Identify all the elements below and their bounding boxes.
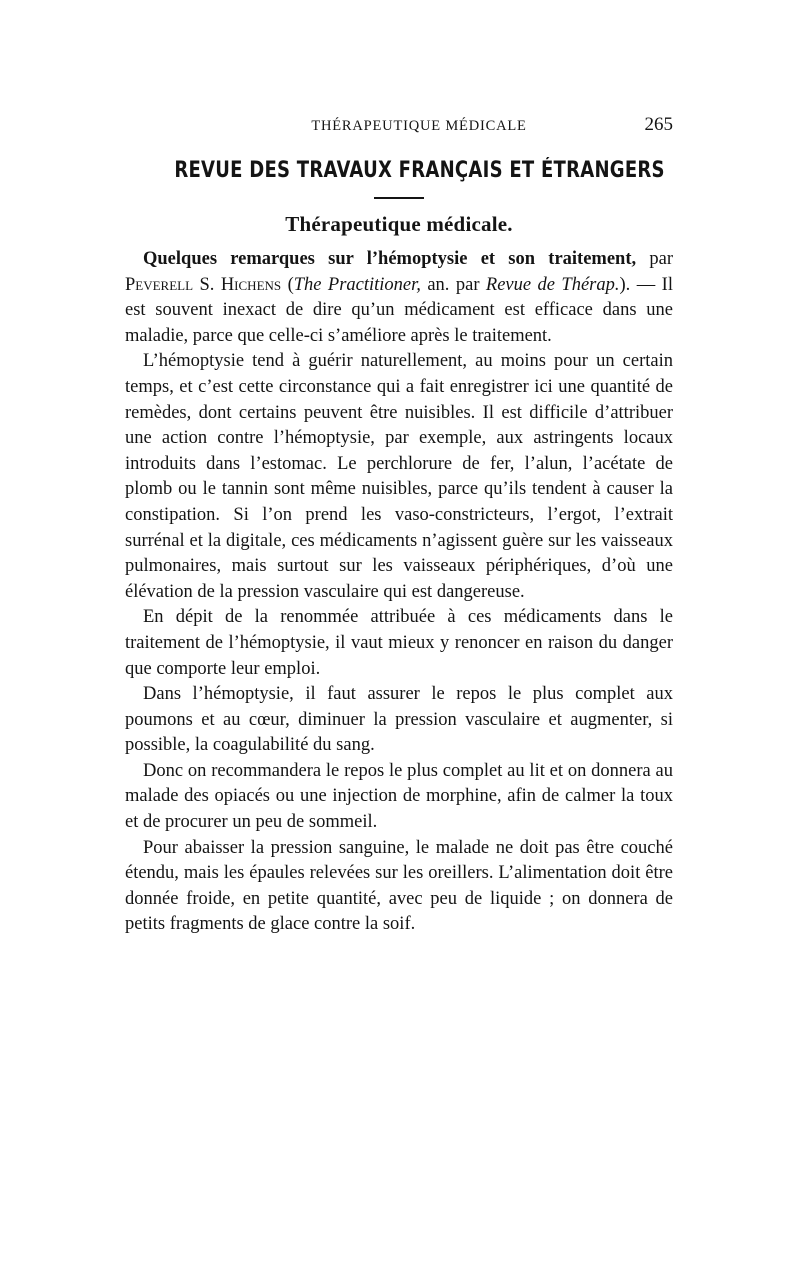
page-number: 265 — [644, 114, 673, 135]
source-review: Revue de Thérap. — [485, 274, 620, 295]
subsection-title: Thérapeutique médicale. — [285, 212, 513, 236]
paragraph: En dépit de la renommée attribuée à ces médicaments dans le traitement de l’hémoptysie, il vaut mieux y renoncer en raison du danger que comporte leur emploi. — [125, 607, 673, 679]
title-rule — [374, 197, 424, 199]
paragraph: Pour abaisser la pression sanguine, le malade ne doit pas être couché étendu, mais les épaules relevées sur les oreillers. L’alimentation doit être donnée froide, en petite quantité, avec peu de liquide ; on donnera de petits fragments de glace contre la soif. — [125, 837, 673, 935]
source-journal: The Practitioner, — [293, 274, 421, 295]
section-title: REVUE DES TRAVAUX FRANÇAIS ET ÉTRANGERS — [174, 158, 665, 183]
paragraph: Donc on recommandera le repos le plus complet au lit et on donnera au malade des opiacés ou une injection de morphine, afin de calmer la toux et de procurer un peu de sommeil. — [125, 760, 673, 833]
article-title: Quelques remarques sur l’hémoptysie et son traitement, — [143, 249, 637, 269]
paragraph: Dans l’hémoptysie, il faut assurer le repos le plus complet aux poumons et au cœur, diminuer la pression vasculaire et augmenter, si possible, la coagulabilité du sang. — [125, 684, 673, 756]
article-author: Peverell S. Hichens — [125, 274, 282, 295]
article-par: par — [636, 249, 673, 269]
running-head-title: THÉRAPEUTIQUE MÉDICALE — [311, 118, 527, 134]
running-head — [125, 112, 673, 142]
paragraph: L’hémoptysie tend à guérir naturellement, au moins pour un certain temps, et c’est cette circonstance qui a fait enregistrer ici une quantité de remèdes, dont certains peuvent être nuisibles. Il est difficile d’attribuer une action contre l’hémoptysie, par exemple, aux astringents locaux introduits dans l’estomac. Le perchlorure de fer, l’alun, l’acétate de plomb ou le tannin sont même nuisibles, parce qu’ils tendent à causer la constipation. Si l’on prend les vaso-constricteurs, l’ergot, l’extrait surrénal et la digitale, ces médicaments n’agissent guère sur les vaisseaux pulmonaires, mais surtout sur les vaisseaux périphériques, d’où une élévation de la pression vasculaire qui est dangereuse. — [125, 351, 673, 602]
page — [125, 112, 673, 938]
source-close: ). — [619, 274, 631, 295]
source-mid: an. par — [420, 274, 486, 295]
source-open: ( — [281, 274, 294, 295]
article-intro: — Il est souvent inexact de dire qu’un médicament est efficace dans une maladie, parce que celle-ci s’améliore après le traitement. — [125, 274, 673, 346]
article-heading-paragraph — [125, 247, 673, 349]
article-body — [125, 247, 673, 938]
